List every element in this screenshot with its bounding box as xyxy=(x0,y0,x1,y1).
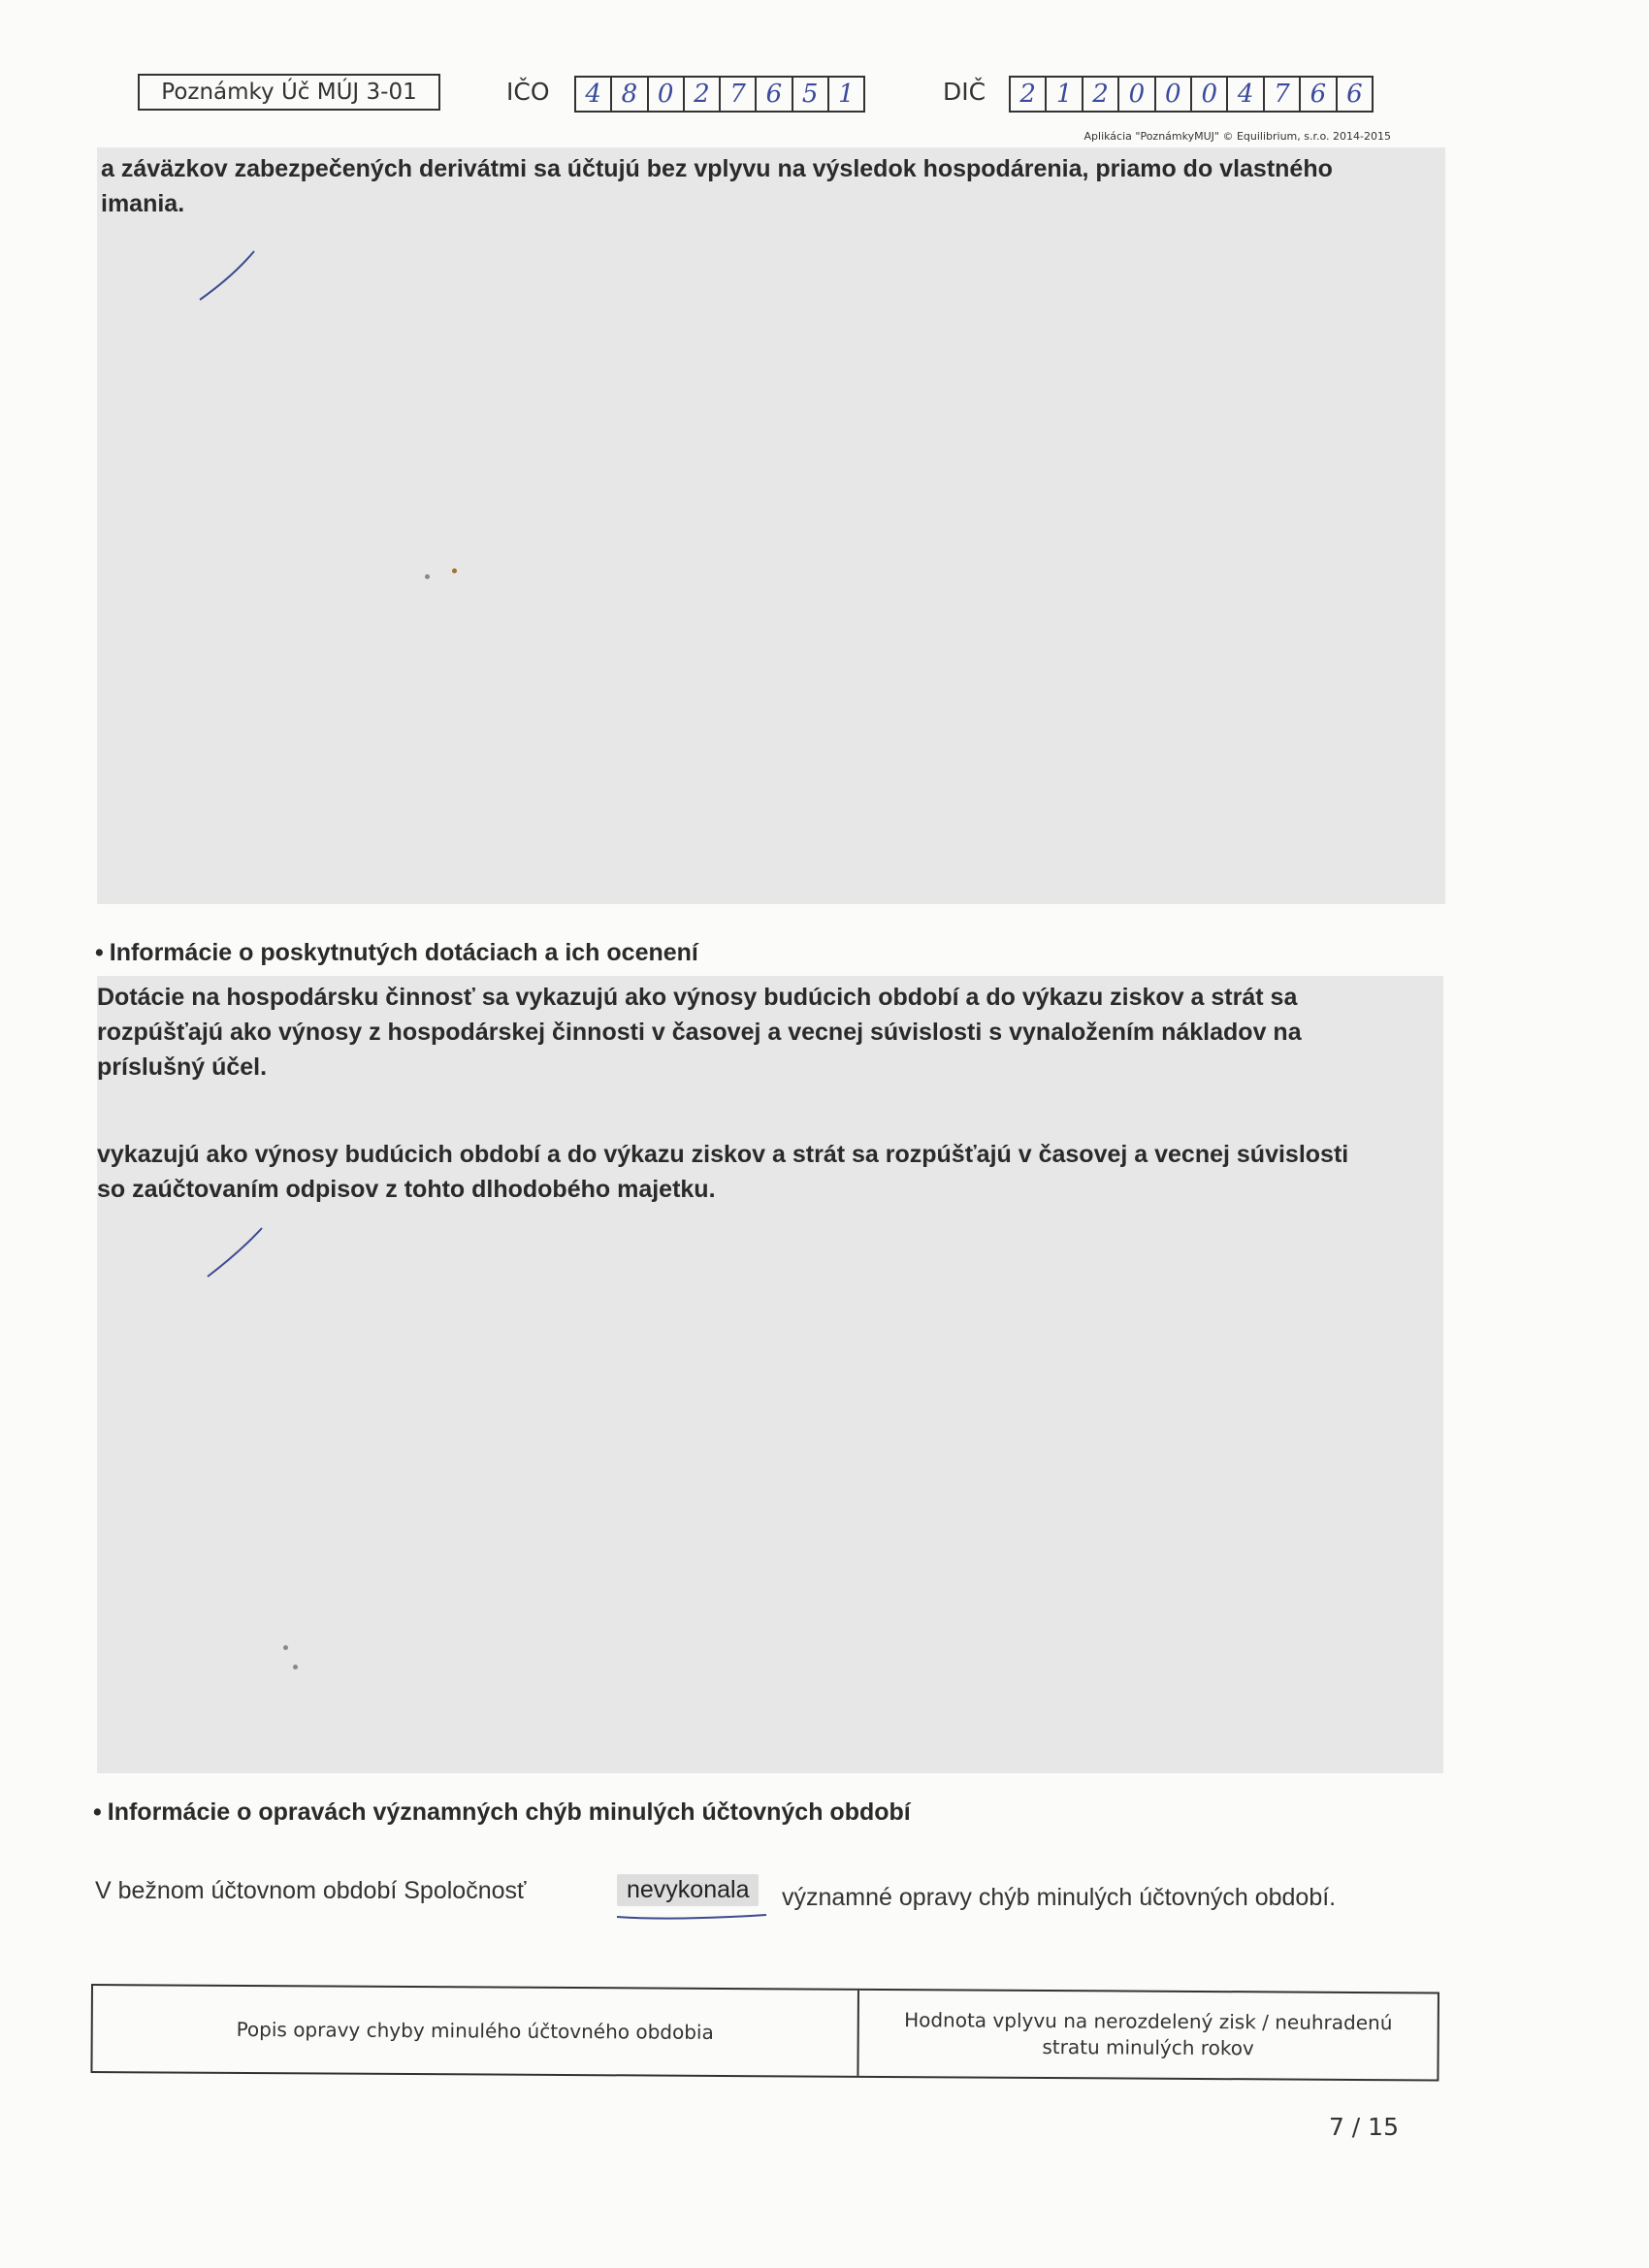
dic-digit: 6 xyxy=(1301,78,1337,111)
dic-digit: 0 xyxy=(1156,78,1192,111)
text-block-background xyxy=(97,976,1443,1773)
section2-line: príslušný účel. xyxy=(97,1053,268,1081)
section1-text xyxy=(101,151,1459,221)
ico-digit: 1 xyxy=(838,80,855,109)
ico-label: IČO xyxy=(506,78,550,106)
ico-digit: 6 xyxy=(757,78,792,111)
scan-speck xyxy=(452,568,457,573)
sentence-after: významné opravy chýb minulých účtovných období. xyxy=(782,1884,1337,1911)
document-code-box: Poznámky Úč MÚJ 3-01 xyxy=(138,74,440,111)
dic-digit: 4 xyxy=(1228,78,1264,111)
scan-speck xyxy=(425,574,430,579)
section2-paragraph-1 xyxy=(97,980,1455,1085)
section2-paragraph-2 xyxy=(97,1137,1474,1207)
ico-digit: 5 xyxy=(793,78,829,111)
corrections-table-header xyxy=(90,1984,1439,2081)
ico-digit: 7 xyxy=(721,78,757,111)
ico-digit: 2 xyxy=(685,78,721,111)
section2-line: Dotácie na hospodársku činnosť sa vykazujú ako výnosy budúcich období a do výkazu ziskov a strát sa xyxy=(97,984,1298,1011)
section2-line: so zaúčtovaním odpisov z tohto dlhodobého majetku. xyxy=(97,1176,716,1203)
section2-heading-text: Informácie o poskytnutých dotáciach a ich ocenení xyxy=(109,939,698,966)
dic-digit: 0 xyxy=(1192,78,1228,111)
dic-digit: 2 xyxy=(1011,78,1047,111)
dic-label: DIČ xyxy=(943,78,986,106)
dic-digit: 1 xyxy=(1047,78,1083,111)
scan-speck xyxy=(283,1645,288,1650)
section2-line: rozpúšťajú ako výnosy z hospodárskej činnosti v časovej a vecnej súvislosti s vynaložením nákladov na xyxy=(97,1019,1302,1046)
ico-digit: 0 xyxy=(649,78,685,111)
dic-digit: 7 xyxy=(1265,78,1301,111)
section2-heading: • Informácie o poskytnutých dotáciach a ich ocenení xyxy=(95,939,698,966)
section1-line: a záväzkov zabezpečených derivátmi sa účtujú bez vplyvu na výsledok hospodárenia, priamo do vlastného xyxy=(101,155,1333,182)
section1-line: imania. xyxy=(101,190,185,217)
pen-slash-mark xyxy=(202,1224,270,1282)
table-header-value: Hodnota vplyvu na nerozdelený zisk / neuhradenú stratu minulých rokov xyxy=(904,2008,1393,2060)
ico-digit: 8 xyxy=(612,78,648,111)
dic-digit: 6 xyxy=(1346,80,1363,109)
page-number: 7 / 15 xyxy=(1328,2113,1399,2141)
section2-line: vykazujú ako výnosy budúcich období a do výkazu ziskov a strát sa rozpúšťajú v časovej a vecnej súvislosti xyxy=(97,1141,1349,1168)
section3-heading: • Informácie o opravách významných chýb minulých účtovných období xyxy=(93,1798,911,1826)
section3-heading-text: Informácie o opravách významných chýb minulých účtovných období xyxy=(107,1798,911,1826)
pen-slash-mark xyxy=(194,247,262,306)
app-credit: Aplikácia "PoznámkyMUJ" © Equilibrium, s.r.o. 2014-2015 xyxy=(1083,130,1391,143)
selected-value-field[interactable]: nevykonala xyxy=(617,1874,759,1906)
table-header-description: Popis opravy chyby minulého účtovného obdobia xyxy=(92,1986,859,2076)
scan-speck xyxy=(293,1665,298,1669)
dic-digit: 2 xyxy=(1083,78,1119,111)
pen-underline-mark xyxy=(615,1909,770,1925)
dic-digit-boxes xyxy=(1009,76,1374,113)
text-block-background xyxy=(97,147,1445,904)
ico-digit: 4 xyxy=(576,78,612,111)
ico-digit-boxes xyxy=(574,76,865,113)
dic-digit: 0 xyxy=(1119,78,1155,111)
sentence-before: V bežnom účtovnom období Spoločnosť xyxy=(95,1877,527,1904)
